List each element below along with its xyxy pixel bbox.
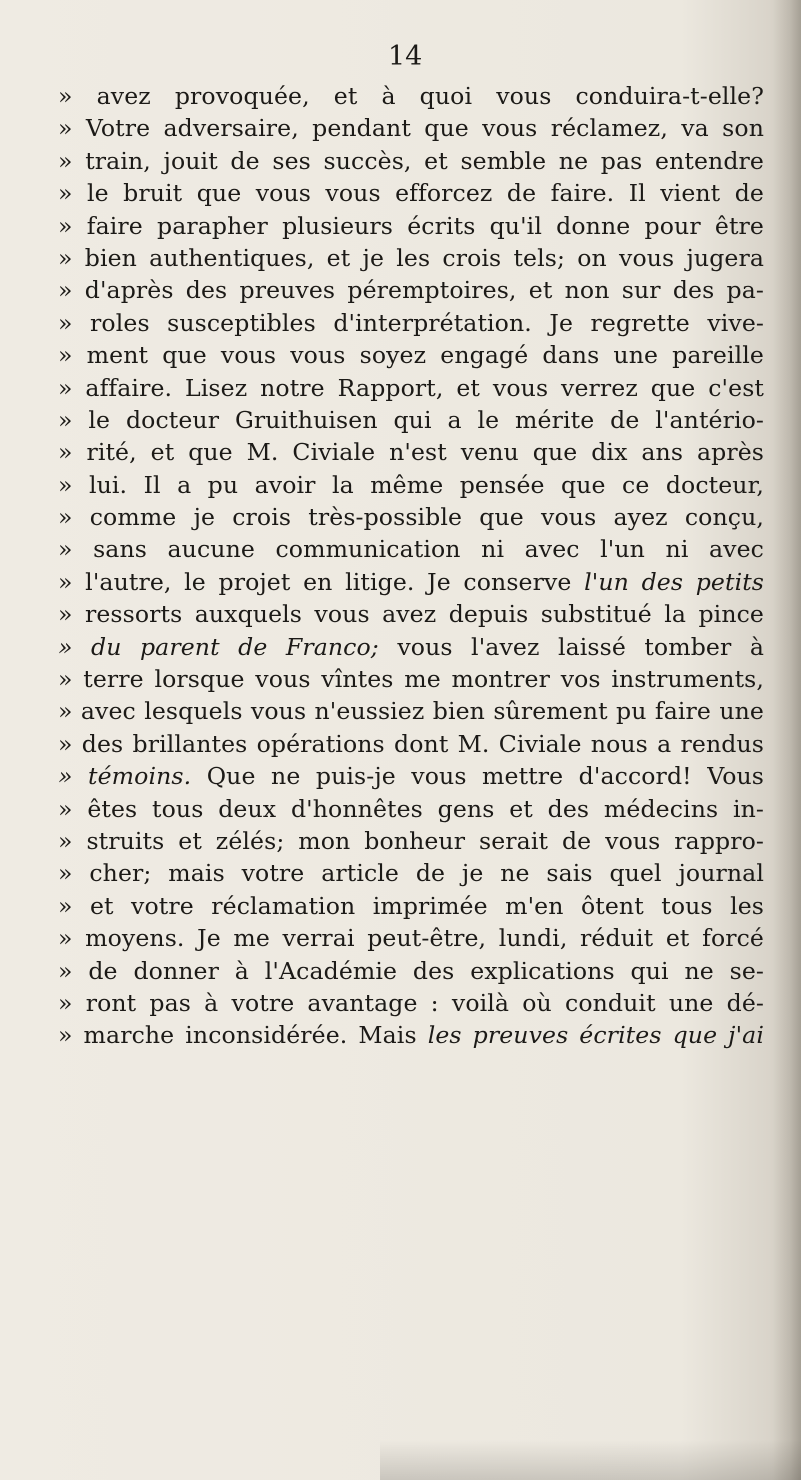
text-line: » Votre adversaire, pendant que vous réclamez, va son — [58, 114, 764, 143]
text-line — [58, 631, 764, 663]
text-line: » ment que vous vous soyez engagé dans une pareille — [58, 341, 764, 370]
text-line — [58, 1019, 764, 1051]
text-line — [58, 760, 764, 792]
text-line: » de donner à l'Académie des explications qui ne se- — [58, 956, 764, 985]
text-line: » ront pas à votre avantage : voilà où conduit une dé- — [58, 988, 764, 1017]
italic-segment: » témoins. — [58, 762, 192, 791]
text-line: » avez provoquée, et à quoi vous conduira-t-elle? — [58, 82, 764, 110]
text-segment: » l'autre, le projet en litige. Je conserve — [58, 567, 572, 596]
text-line-italic: » des brillantes opérations dont M. Civiale nous a rendus — [58, 729, 764, 758]
text-line-italic: » ressorts auxquels vous avez depuis substitué la pince — [58, 600, 764, 629]
text-line: » le bruit que vous vous efforcez de faire. Il vient de — [58, 179, 764, 208]
text-line: » bien authentiques, et je les crois tels; on vous jugera — [58, 243, 764, 272]
text-line: » êtes tous deux d'honnêtes gens et des médecins in- — [58, 794, 764, 823]
italic-segment: l'un des petits — [584, 567, 765, 596]
page-number: 14 — [388, 41, 423, 72]
text-line: » et votre réclamation imprimée m'en ôtent tous les — [58, 891, 764, 920]
text-line-italic: » avec lesquels vous n'eussiez bien sûrement pu faire une — [58, 697, 764, 726]
page-edge-shadow — [773, 0, 801, 1480]
text-line: » lui. Il a pu avoir la même pensée que ce docteur, — [58, 470, 764, 499]
text-segment: Que ne puis-je vous mettre d'accord! Vous — [206, 762, 765, 791]
text-line: » struits et zélés; mon bonheur serait de vous rappro- — [58, 826, 764, 855]
text-line: » cher; mais votre article de je ne sais quel journal — [58, 859, 764, 888]
italic-segment: les preuves écrites que j'ai — [427, 1021, 764, 1050]
text-line: » rité, et que M. Civiale n'est venu que dix ans après — [58, 438, 764, 467]
body-text — [58, 80, 764, 1052]
page-bottom-shadow — [380, 1440, 801, 1480]
text-line: » roles susceptibles d'interprétation. Je regrette vive- — [58, 308, 764, 337]
text-line: » terre lorsque vous vîntes me montrer vos instruments, — [58, 665, 764, 694]
italic-segment: » du parent de Franco; — [58, 632, 379, 661]
text-line: » sans aucune communication ni avec l'un ni avec — [58, 535, 764, 564]
text-line: » faire parapher plusieurs écrits qu'il donne pour être — [58, 211, 764, 240]
text-line: » le docteur Gruithuisen qui a le mérite de l'antério- — [58, 405, 764, 434]
text-line: » moyens. Je me verrai peut-être, lundi, réduit et forcé — [58, 924, 764, 953]
text-line: » comme je crois très-possible que vous ayez conçu, — [58, 503, 764, 532]
text-line: » affaire. Lisez notre Rapport, et vous verrez que c'est — [58, 373, 764, 402]
text-segment: vous l'avez laissé tomber à — [397, 632, 764, 661]
text-line: » train, jouit de ses succès, et semble ne pas entendre — [58, 146, 764, 175]
text-line: » d'après des preuves péremptoires, et non sur des pa- — [58, 276, 764, 305]
text-line — [58, 566, 764, 598]
text-segment: » marche inconsidérée. Mais — [58, 1021, 417, 1050]
